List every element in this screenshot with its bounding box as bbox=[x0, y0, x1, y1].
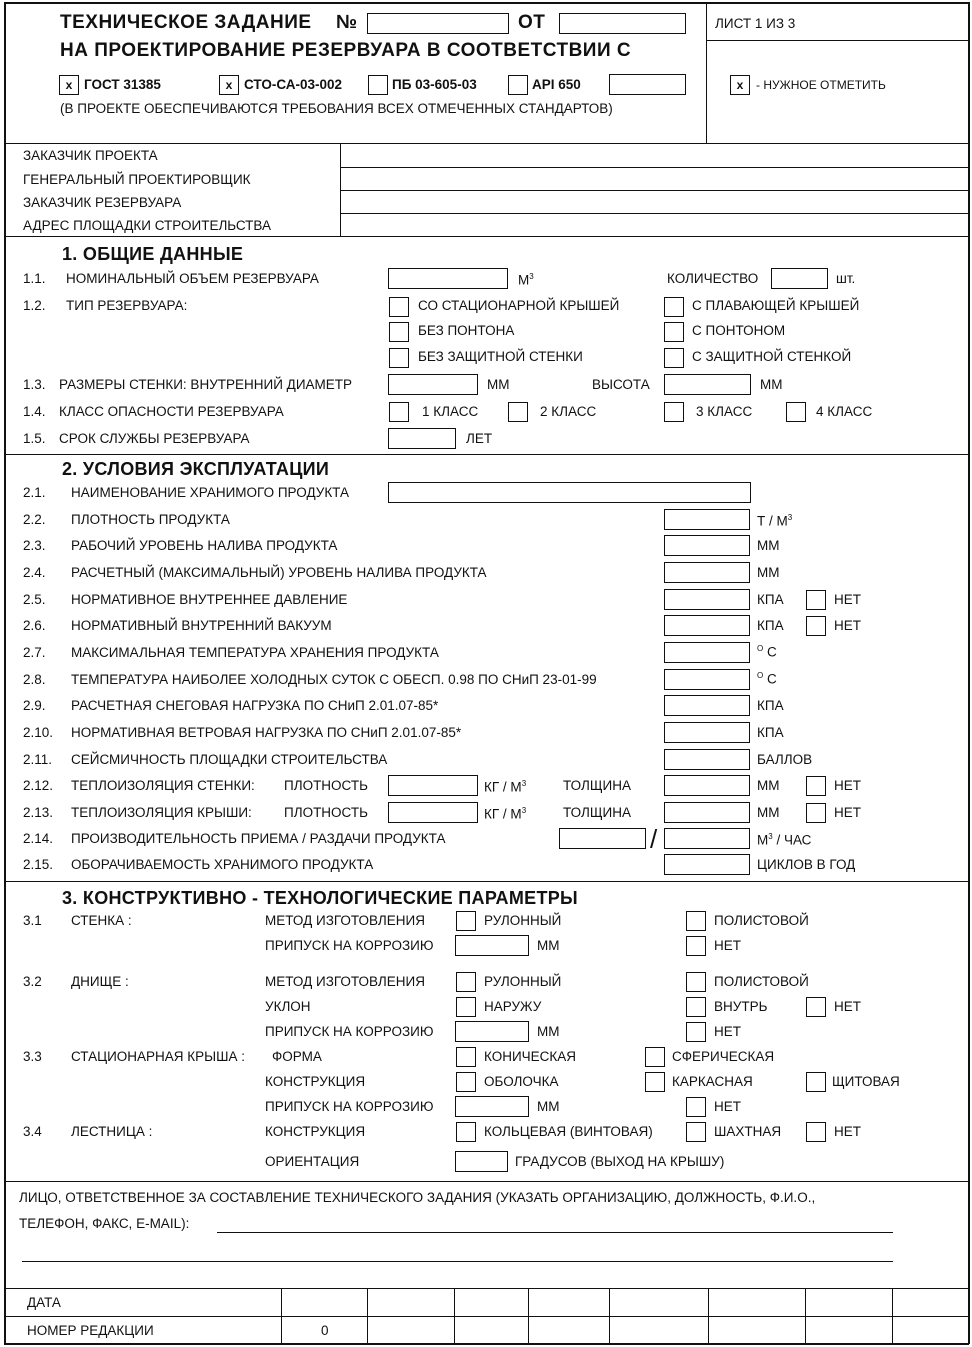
row-2-14-label: ПРОИЗВОДИТЕЛЬНОСТЬ ПРИЕМА / РАЗДАЧИ ПРОДУКТА bbox=[71, 831, 446, 846]
roof-frame-checkbox[interactable] bbox=[645, 1072, 665, 1092]
row-2-6-num: 2.6. bbox=[23, 618, 46, 633]
row-2-2-num: 2.2. bbox=[23, 512, 46, 527]
bottom-corrosion-label: ПРИПУСК НА КОРРОЗИЮ bbox=[265, 1024, 434, 1039]
class-4-checkbox[interactable] bbox=[786, 402, 806, 422]
row-2-4-label: РАСЧЕТНЫЙ (МАКСИМАЛЬНЫЙ) УРОВЕНЬ НАЛИВА ПРОДУКТА bbox=[71, 565, 487, 580]
pressure-no-label: НЕТ bbox=[834, 592, 861, 607]
roof-panel-checkbox[interactable] bbox=[806, 1072, 826, 1092]
roof-corrosion-unit: ММ bbox=[537, 1099, 560, 1114]
row-2-14-num: 2.14. bbox=[23, 831, 54, 846]
slope-no-label: НЕТ bbox=[834, 999, 861, 1014]
row-2-1-num: 2.1. bbox=[23, 485, 46, 500]
row-2-6-label: НОРМАТИВНЫЙ ВНУТРЕННИЙ ВАКУУМ bbox=[71, 618, 332, 633]
cold-temp-unit: $^О$ С bbox=[757, 671, 777, 687]
class-2-label: 2 КЛАСС bbox=[540, 404, 597, 419]
row-2-12-density-label: ПЛОТНОСТЬ bbox=[284, 778, 368, 793]
roof-insulation-thickness-field[interactable] bbox=[664, 802, 750, 823]
working-level-field[interactable] bbox=[664, 535, 750, 556]
footer-v8 bbox=[892, 1288, 893, 1344]
sheet-divider-h bbox=[706, 40, 968, 41]
doc-number-field[interactable] bbox=[367, 13, 509, 34]
row-1-5-label: СРОК СЛУЖБЫ РЕЗЕРВУАРА bbox=[59, 431, 250, 446]
party-line-3 bbox=[340, 213, 968, 214]
bottom-slope-label: УКЛОН bbox=[265, 999, 311, 1014]
roof-frame-label: КАРКАСНАЯ bbox=[672, 1074, 753, 1089]
row-1-2-num: 1.2. bbox=[23, 298, 46, 313]
roof-shell-label: ОБОЛОЧКА bbox=[484, 1074, 559, 1089]
row-2-7-num: 2.7. bbox=[23, 645, 46, 660]
revision-label: НОМЕР РЕДАКЦИИ bbox=[27, 1323, 154, 1338]
bottom-sheet-checkbox[interactable] bbox=[686, 972, 706, 992]
wall-insulation-thickness-unit: ММ bbox=[757, 778, 780, 793]
roof-spherical-checkbox[interactable] bbox=[645, 1047, 665, 1067]
nominal-volume-field[interactable] bbox=[388, 268, 508, 289]
doc-date-field[interactable] bbox=[559, 13, 686, 34]
discharge-rate-field[interactable] bbox=[664, 828, 750, 849]
frame-left bbox=[4, 2, 6, 1344]
roof-spherical-label: СФЕРИЧЕСКАЯ bbox=[672, 1049, 775, 1064]
height-field[interactable] bbox=[664, 374, 751, 395]
row-1-3-label: РАЗМЕРЫ СТЕНКИ: ВНУТРЕННИЙ ДИАМЕТР bbox=[59, 377, 353, 392]
footer-v1 bbox=[281, 1288, 282, 1344]
wall-insulation-density-unit: КГ / $М^3$ bbox=[484, 779, 527, 795]
service-life-unit: ЛЕТ bbox=[466, 431, 493, 446]
api-checkbox[interactable] bbox=[508, 75, 528, 95]
row-3-2-num: 3.2 bbox=[23, 974, 42, 989]
bottom-roll-label: РУЛОННЫЙ bbox=[484, 974, 562, 989]
row-3-3-num: 3.3 bbox=[23, 1049, 42, 1064]
type-floating-roof-label: С ПЛАВАЮЩЕЙ КРЫШЕЙ bbox=[692, 298, 860, 313]
type-pontoon-label: С ПОНТОНОМ bbox=[692, 323, 786, 338]
stair-construction-label: КОНСТРУКЦИЯ bbox=[265, 1124, 366, 1139]
stair-orientation-unit: ГРАДУСОВ (ВЫХОД НА КРЫШУ) bbox=[515, 1154, 725, 1169]
stair-shaft-checkbox[interactable] bbox=[686, 1122, 706, 1142]
class-3-checkbox[interactable] bbox=[664, 402, 684, 422]
header-divider-v bbox=[706, 2, 707, 144]
vacuum-no-label: НЕТ bbox=[834, 618, 861, 633]
row-2-13-label: ТЕПЛОИЗОЛЯЦИЯ КРЫШИ: bbox=[71, 805, 252, 820]
footer-v2 bbox=[367, 1288, 368, 1344]
other-standard-field[interactable] bbox=[609, 74, 686, 95]
row-2-9-num: 2.9. bbox=[23, 698, 46, 713]
footer-v7 bbox=[805, 1288, 806, 1344]
quantity-field[interactable] bbox=[771, 268, 828, 289]
responsible-top-line bbox=[4, 1181, 969, 1182]
max-level-unit: ММ bbox=[757, 565, 780, 580]
max-level-field[interactable] bbox=[664, 562, 750, 583]
responsible-input-line-1[interactable] bbox=[217, 1232, 893, 1233]
roof-corrosion-no-checkbox[interactable] bbox=[686, 1097, 706, 1117]
row-1-4-num: 1.4. bbox=[23, 404, 46, 419]
vacuum-no-checkbox[interactable] bbox=[806, 616, 826, 636]
roof-insulation-thickness-label: ТОЛЩИНА bbox=[563, 805, 631, 820]
sto-label: СТО-СА-03-002 bbox=[244, 77, 343, 92]
form-title: ТЕХНИЧЕСКОЕ ЗАДАНИЕ bbox=[60, 12, 312, 33]
stair-no-checkbox[interactable] bbox=[806, 1122, 826, 1142]
volume-unit: $М^3$ bbox=[518, 272, 534, 288]
vacuum-unit: КПА bbox=[757, 618, 784, 633]
class-4-label: 4 КЛАСС bbox=[816, 404, 873, 419]
turnover-field[interactable] bbox=[664, 854, 750, 875]
row-2-12-num: 2.12. bbox=[23, 778, 54, 793]
footer-v4 bbox=[528, 1288, 529, 1344]
footer-v6 bbox=[708, 1288, 709, 1344]
party-site-address-label: АДРЕС ПЛОЩАДКИ СТРОИТЕЛЬСТВА bbox=[23, 218, 271, 233]
stair-no-label: НЕТ bbox=[834, 1124, 861, 1139]
bottom-sheet-label: ПОЛИСТОВОЙ bbox=[714, 974, 809, 989]
footer-mid-line bbox=[4, 1316, 969, 1317]
party-general-designer-label: ГЕНЕРАЛЬНЫЙ ПРОЕКТИРОВЩИК bbox=[23, 172, 251, 187]
roof-shell-checkbox[interactable] bbox=[456, 1072, 476, 1092]
rate-unit: $М^3$ / ЧАС bbox=[757, 832, 812, 848]
cold-temp-field[interactable] bbox=[664, 669, 750, 690]
quantity-label: КОЛИЧЕСТВО bbox=[667, 271, 759, 286]
section2-title: 2. УСЛОВИЯ ЭКСПЛУАТАЦИИ bbox=[62, 459, 330, 479]
wall-insulation-density-field[interactable] bbox=[388, 775, 478, 796]
snow-load-unit: КПА bbox=[757, 698, 784, 713]
row-2-3-label: РАБОЧИЙ УРОВЕНЬ НАЛИВА ПРОДУКТА bbox=[71, 538, 338, 553]
type-no-pontoon-label: БЕЗ ПОНТОНА bbox=[418, 323, 515, 338]
stair-orientation-field[interactable] bbox=[455, 1151, 508, 1172]
class-1-label: 1 КЛАСС bbox=[422, 404, 479, 419]
party-line-2 bbox=[340, 190, 968, 191]
frame-bottom bbox=[4, 1343, 969, 1345]
gost-label: ГОСТ 31385 bbox=[84, 77, 161, 92]
type-floating-roof-checkbox[interactable] bbox=[664, 297, 684, 317]
roof-construction-label: КОНСТРУКЦИЯ bbox=[265, 1074, 366, 1089]
product-name-field[interactable] bbox=[388, 482, 751, 503]
diameter-field[interactable] bbox=[388, 374, 478, 395]
bottom-corrosion-unit: ММ bbox=[537, 1024, 560, 1039]
type-wall-label: С ЗАЩИТНОЙ СТЕНКОЙ bbox=[692, 349, 852, 364]
footer-v5 bbox=[609, 1288, 610, 1344]
section3-top-line bbox=[4, 881, 969, 882]
pb-label: ПБ 03-605-03 bbox=[392, 77, 477, 92]
density-unit: Т / $М^3$ bbox=[757, 513, 793, 529]
slope-out-label: НАРУЖУ bbox=[484, 999, 542, 1014]
footer-top-line bbox=[4, 1288, 969, 1289]
row-3-4-num: 3.4 bbox=[23, 1124, 42, 1139]
seismic-unit: БАЛЛОВ bbox=[757, 752, 813, 767]
height-label: ВЫСОТА bbox=[592, 377, 650, 392]
pressure-field[interactable] bbox=[664, 589, 750, 610]
roof-insulation-no-label: НЕТ bbox=[834, 805, 861, 820]
section1-top-line bbox=[4, 236, 969, 237]
type-no-wall-label: БЕЗ ЗАЩИТНОЙ СТЕНКИ bbox=[418, 349, 583, 364]
wall-sheet-checkbox[interactable] bbox=[686, 911, 706, 931]
form-subtitle: НА ПРОЕКТИРОВАНИЕ РЕЗЕРВУАРА В СООТВЕТСТВИИ С bbox=[60, 40, 632, 61]
responsible-label: ЛИЦО, ОТВЕТСТВЕННОЕ ЗА СОСТАВЛЕНИЕ ТЕХНИЧЕСКОГО ЗАДАНИЯ (УКАЗАТЬ ОРГАНИЗАЦИЮ, ДОЛЖНОСТЬ, Ф.И.О., bbox=[19, 1190, 816, 1205]
row-2-13-num: 2.13. bbox=[23, 805, 54, 820]
stair-spiral-checkbox[interactable] bbox=[456, 1122, 476, 1142]
stair-shaft-label: ШАХТНАЯ bbox=[714, 1124, 782, 1139]
gost-checkbox[interactable]: x bbox=[59, 75, 79, 95]
roof-panel-label: ЩИТОВАЯ bbox=[832, 1074, 900, 1089]
from-label: ОТ bbox=[518, 12, 546, 33]
max-temp-unit: $^О$ С bbox=[757, 644, 777, 660]
working-level-unit: ММ bbox=[757, 538, 780, 553]
row-2-1-label: НАИМЕНОВАНИЕ ХРАНИМОГО ПРОДУКТА bbox=[71, 485, 349, 500]
row-2-8-num: 2.8. bbox=[23, 672, 46, 687]
row-2-3-num: 2.3. bbox=[23, 538, 46, 553]
row-1-2-label: ТИП РЕЗЕРВУАРА: bbox=[66, 298, 188, 313]
type-pontoon-checkbox[interactable] bbox=[664, 322, 684, 342]
row-2-9-label: РАСЧЕТНАЯ СНЕГОВАЯ НАГРУЗКА ПО СНиП 2.01.07-85* bbox=[71, 698, 439, 713]
quantity-unit: шт. bbox=[836, 271, 856, 286]
bottom-corrosion-no-checkbox[interactable] bbox=[686, 1022, 706, 1042]
row-2-8-label: ТЕМПЕРАТУРА НАИБОЛЕЕ ХОЛОДНЫХ СУТОК С ОБЕСП. 0.98 ПО СНиП 23-01-99 bbox=[71, 672, 597, 687]
row-1-4-label: КЛАСС ОПАСНОСТИ РЕЗЕРВУАРА bbox=[59, 404, 284, 419]
class-1-checkbox[interactable] bbox=[389, 402, 409, 422]
section2-top-line bbox=[4, 454, 969, 455]
row-2-4-num: 2.4. bbox=[23, 565, 46, 580]
type-no-wall-checkbox[interactable] bbox=[389, 348, 409, 368]
mark-note: - НУЖНОЕ ОТМЕТИТЬ bbox=[756, 78, 886, 92]
party-tank-customer-label: ЗАКАЗЧИК РЕЗЕРВУАРА bbox=[23, 195, 182, 210]
type-fixed-roof-checkbox[interactable] bbox=[389, 297, 409, 317]
section3-title: 3. КОНСТРУКТИВНО - ТЕХНОЛОГИЧЕСКИЕ ПАРАМЕТРЫ bbox=[62, 888, 578, 908]
slope-no-checkbox[interactable] bbox=[806, 997, 826, 1017]
roof-conical-label: КОНИЧЕСКАЯ bbox=[484, 1049, 577, 1064]
roof-form-label: ФОРМА bbox=[272, 1049, 322, 1064]
type-wall-checkbox[interactable] bbox=[664, 348, 684, 368]
footer-v3 bbox=[454, 1288, 455, 1344]
row-1-5-num: 1.5. bbox=[23, 431, 46, 446]
number-sign: № bbox=[336, 12, 358, 33]
responsible-label-2: ТЕЛЕФОН, ФАКС, E-MAIL): bbox=[19, 1216, 190, 1231]
row-1-3-num: 1.3. bbox=[23, 377, 46, 392]
type-fixed-roof-label: СО СТАЦИОНАРНОЙ КРЫШЕЙ bbox=[418, 298, 620, 313]
row-3-3-label: СТАЦИОНАРНАЯ КРЫША : bbox=[71, 1049, 246, 1064]
rate-separator: / bbox=[650, 824, 658, 854]
max-temp-field[interactable] bbox=[664, 642, 750, 663]
wall-roll-label: РУЛОННЫЙ bbox=[484, 913, 562, 928]
class-2-checkbox[interactable] bbox=[508, 402, 528, 422]
wall-insulation-thickness-label: ТОЛЩИНА bbox=[563, 778, 631, 793]
api-label: API 650 bbox=[532, 77, 581, 92]
roof-insulation-thickness-unit: ММ bbox=[757, 805, 780, 820]
wind-load-field[interactable] bbox=[664, 722, 750, 743]
row-2-15-label: ОБОРАЧИВАЕМОСТЬ ХРАНИМОГО ПРОДУКТА bbox=[71, 857, 374, 872]
slope-in-label: ВНУТРЬ bbox=[714, 999, 768, 1014]
legend-checkbox: x bbox=[730, 75, 750, 95]
row-2-13-density-label: ПЛОТНОСТЬ bbox=[284, 805, 368, 820]
row-2-5-label: НОРМАТИВНОЕ ВНУТРЕННЕЕ ДАВЛЕНИЕ bbox=[71, 592, 348, 607]
wall-corrosion-no-checkbox[interactable] bbox=[686, 936, 706, 956]
roof-insulation-density-field[interactable] bbox=[388, 802, 478, 823]
wall-insulation-no-checkbox[interactable] bbox=[806, 776, 826, 796]
type-no-pontoon-checkbox[interactable] bbox=[389, 322, 409, 342]
height-unit: ММ bbox=[760, 377, 783, 392]
roof-conical-checkbox[interactable] bbox=[456, 1047, 476, 1067]
roof-insulation-no-checkbox[interactable] bbox=[806, 803, 826, 823]
roof-corrosion-no-label: НЕТ bbox=[714, 1099, 741, 1114]
row-2-12-label: ТЕПЛОИЗОЛЯЦИЯ СТЕНКИ: bbox=[71, 778, 255, 793]
row-2-10-num: 2.10. bbox=[23, 725, 54, 740]
row-2-7-label: МАКСИМАЛЬНАЯ ТЕМПЕРАТУРА ХРАНЕНИЯ ПРОДУКТА bbox=[71, 645, 439, 660]
party-customer-label: ЗАКАЗЧИК ПРОЕКТА bbox=[23, 148, 158, 163]
row-3-1-num: 3.1 bbox=[23, 913, 42, 928]
roof-corrosion-label: ПРИПУСК НА КОРРОЗИЮ bbox=[265, 1099, 434, 1114]
row-2-11-label: СЕЙСМИЧНОСТЬ ПЛОЩАДКИ СТРОИТЕЛЬСТВА bbox=[71, 752, 388, 767]
responsible-input-line-2[interactable] bbox=[22, 1261, 893, 1262]
sto-checkbox[interactable]: x bbox=[219, 75, 239, 95]
pressure-unit: КПА bbox=[757, 592, 784, 607]
vacuum-field[interactable] bbox=[664, 615, 750, 636]
row-2-2-label: ПЛОТНОСТЬ ПРОДУКТА bbox=[71, 512, 230, 527]
service-life-field[interactable] bbox=[388, 428, 456, 449]
pressure-no-checkbox[interactable] bbox=[806, 590, 826, 610]
row-3-4-label: ЛЕСТНИЦА : bbox=[71, 1124, 153, 1139]
seismic-field[interactable] bbox=[664, 749, 750, 770]
stair-orientation-label: ОРИЕНТАЦИЯ bbox=[265, 1154, 360, 1169]
bottom-roll-checkbox[interactable] bbox=[456, 972, 476, 992]
header-bottom-line bbox=[4, 143, 969, 144]
stair-spiral-label: КОЛЬЦЕВАЯ (ВИНТОВАЯ) bbox=[484, 1124, 653, 1139]
roof-insulation-density-unit: КГ / $М^3$ bbox=[484, 806, 527, 822]
slope-out-checkbox[interactable] bbox=[456, 997, 476, 1017]
row-2-15-num: 2.15. bbox=[23, 857, 54, 872]
frame-top bbox=[4, 2, 969, 4]
date-label: ДАТА bbox=[27, 1295, 61, 1310]
wind-load-unit: КПА bbox=[757, 725, 784, 740]
row-3-2-label: ДНИЩЕ : bbox=[71, 974, 129, 989]
class-3-label: 3 КЛАСС bbox=[696, 404, 753, 419]
wall-sheet-label: ПОЛИСТОВОЙ bbox=[714, 913, 809, 928]
turnover-unit: ЦИКЛОВ В ГОД bbox=[757, 857, 856, 872]
wall-corrosion-no-label: НЕТ bbox=[714, 938, 741, 953]
bottom-corrosion-no-label: НЕТ bbox=[714, 1024, 741, 1039]
wall-insulation-thickness-field[interactable] bbox=[664, 775, 750, 796]
density-field[interactable] bbox=[664, 509, 750, 530]
row-1-1-num: 1.1. bbox=[23, 271, 46, 286]
row-2-10-label: НОРМАТИВНАЯ ВЕТРОВАЯ НАГРУЗКА ПО СНиП 2.01.07-85* bbox=[71, 725, 462, 740]
row-2-11-num: 2.11. bbox=[23, 752, 53, 767]
wall-method-label: МЕТОД ИЗГОТОВЛЕНИЯ bbox=[265, 913, 425, 928]
wall-insulation-no-label: НЕТ bbox=[834, 778, 861, 793]
intake-rate-field[interactable] bbox=[559, 828, 646, 849]
row-2-5-num: 2.5. bbox=[23, 592, 46, 607]
sheet-label: ЛИСТ 1 ИЗ 3 bbox=[715, 16, 796, 31]
standards-note: (В ПРОЕКТЕ ОБЕСПЕЧИВАЮТСЯ ТРЕБОВАНИЯ ВСЕХ ОТМЕЧЕННЫХ СТАНДАРТОВ) bbox=[60, 101, 613, 116]
wall-roll-checkbox[interactable] bbox=[456, 911, 476, 931]
wall-corrosion-unit: ММ bbox=[537, 938, 560, 953]
roof-corrosion-field[interactable] bbox=[455, 1096, 529, 1117]
wall-corrosion-field[interactable] bbox=[455, 935, 529, 956]
pb-checkbox[interactable] bbox=[368, 75, 388, 95]
bottom-method-label: МЕТОД ИЗГОТОВЛЕНИЯ bbox=[265, 974, 425, 989]
bottom-corrosion-field[interactable] bbox=[455, 1021, 529, 1042]
wall-corrosion-label: ПРИПУСК НА КОРРОЗИЮ bbox=[265, 938, 434, 953]
revision-value: 0 bbox=[321, 1323, 329, 1338]
section1-title: 1. ОБЩИЕ ДАННЫЕ bbox=[62, 244, 244, 264]
slope-in-checkbox[interactable] bbox=[686, 997, 706, 1017]
row-3-1-label: СТЕНКА : bbox=[71, 913, 132, 928]
row-1-1-label: НОМИНАЛЬНЫЙ ОБЪЕМ РЕЗЕРВУАРА bbox=[66, 271, 319, 286]
diameter-unit: ММ bbox=[487, 377, 510, 392]
party-line-1 bbox=[340, 167, 968, 168]
frame-right bbox=[968, 2, 970, 1344]
snow-load-field[interactable] bbox=[664, 695, 750, 716]
